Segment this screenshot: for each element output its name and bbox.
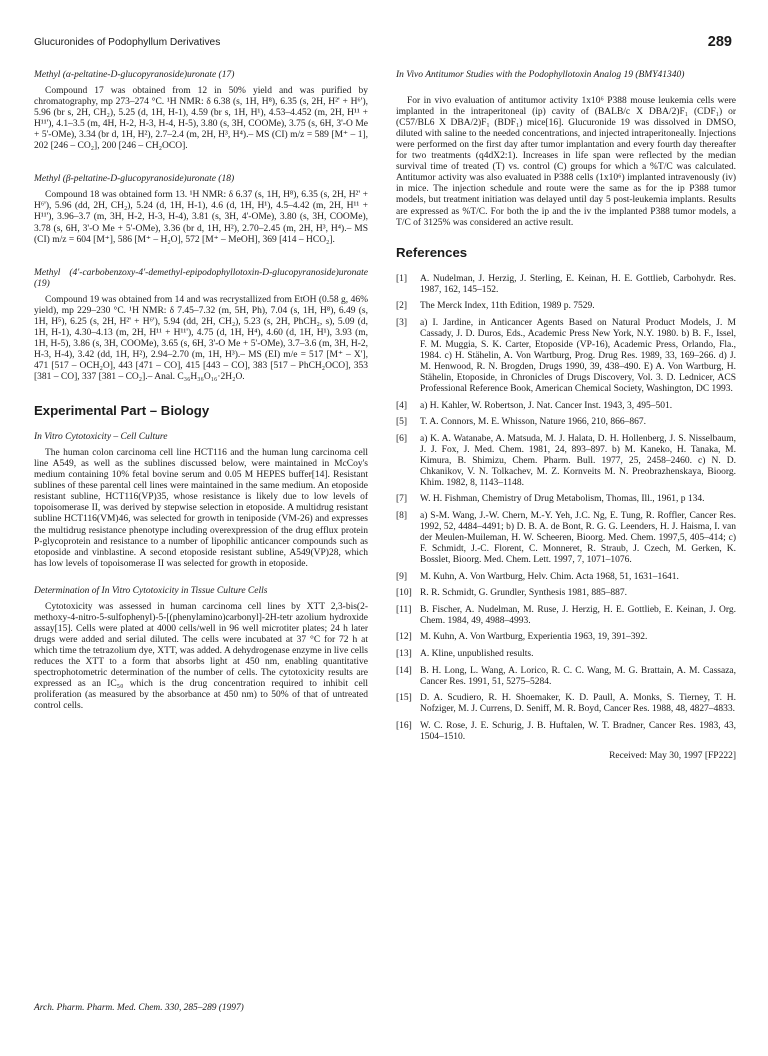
reference-text: T. A. Connors, M. E. Whisson, Nature 1966, 210, 866–867. <box>420 417 647 428</box>
reference-item <box>396 649 736 660</box>
reference-text: M. Kuhn, A. Von Wartburg, Helv. Chim. Acta 1968, 51, 1631–1641. <box>420 571 679 582</box>
reference-number: [8] <box>396 511 408 521</box>
in-vivo-text: For in vivo evaluation of antitumor activity 1x10⁶ P388 mouse leukemia cells were implanted in the intraperitoneal (ip) cavity of (BALB/c X DBA/2)F₁ (CDF₁) or (C57/BL6 X DBA/2)F₁ (BDF₁) mice[16]. Glucuronide 19 was dissolved in DMSO, diluted with saline to the needed concentrations, and injected intraperitoneally. Injections were performed on the first day after tumor implantation and every fourth day thereafter for two treatments (q4dX2:1). Increases in life span were reflected by the median survival time of treated (T) vs. control (C) groups for which a %T/C was calculated. Antitumor activity was also evaluated in P388 cells (1x10⁶) implanted intravenously (iv) in mice. The injection schedule and route were the same as for the ip P388 tumor models, but treatment initiation was delayed until day 5 post-leukemia implants. Results are expressed as %T/C. For both the ip and the iv the implanted P388 tumor models, a T/C of 3125% was considered an active result. <box>396 96 736 228</box>
reference-item <box>396 318 736 395</box>
reference-number: [2] <box>396 301 408 312</box>
reference-number: [10] <box>396 588 412 599</box>
reference-number: [6] <box>396 433 408 444</box>
reference-text: B. H. Long, L. Wang, A. Lorico, R. C. C. Wang, M. G. Brattain, A. M. Cassaza, Cancer Res. 1991, 51, 5275–5284. <box>420 665 736 687</box>
reference-text: A. Nudelman, J. Herzig, J. Sterling, E. Keinan, H. E. Gottlieb, Carbohydr. Res. 1987, 162, 145–152. <box>420 273 736 295</box>
compound-18-title: Methyl (β-peltatine-D-glucopyranoside)uronate (18) <box>34 174 235 185</box>
reference-item <box>396 666 736 688</box>
right-column <box>396 70 736 762</box>
reference-item <box>396 274 736 296</box>
left-column <box>34 70 368 712</box>
reference-item <box>396 572 736 583</box>
reference-text: a) K. A. Watanabe, A. Matsuda, M. J. Halata, D. H. Hollenberg, J. S. Nisselbaum, J. J. Fox, J. Med. Chem. 1981, 24, 893–897. b) M. Kaneko, H. Tanaka, M. Kimura, B. Shimizu, Chem. Pharm. Bull. 1977, 25, 2458–2460. c) N. D. Chkanikov, V. N. Tolkachev, M. Z. Kornveits M. N. Preobrazhenskaya, Bioorg. Khim. 1982, 8, 1143–1148. <box>420 433 736 488</box>
reference-item <box>396 721 736 743</box>
reference-text: A. Kline, unpublished results. <box>420 648 534 659</box>
reference-item <box>396 632 736 643</box>
reference-item <box>396 301 736 312</box>
in-vitro-text: The human colon carcinoma cell line HCT116 and the human lung carcinoma cell line A549, as well as the sublines discussed below, were maintained in McCoy's medium containing 10% fetal bovine serum and 0.05 M HEPES buffer[14]. Resistant sublines of these parental cell lines were maintained in the same medium. An etoposide resistant subline, HCT116(VP)35, whose resistance is likely due to low levels of topoisomerase II, was derived by stepwise selection in etoposide. A multidrug resistant subline HCT116(VM)46, was selected for growth in teniposide (VM-26) and expresses the multidrug resistance phenotype including overexpression of the drug efflux protein P-glycoprotein and resistance to a number of lipophilic anticancer compounds such as etoposide and vinblastine. A second etoposide resistant subline, A549(VP)28, which has low levels of topoisomerase II was selected for growth in etoposide. <box>34 448 368 569</box>
journal-footer: Arch. Pharm. Pharm. Med. Chem. 330, 285–289 (1997) <box>34 1003 244 1013</box>
reference-item <box>396 605 736 627</box>
received-date: Received: May 30, 1997 [FP222] <box>609 750 736 761</box>
reference-number: [16] <box>396 720 412 731</box>
reference-item <box>396 588 736 599</box>
reference-text: W. C. Rose, J. E. Schurig, J. B. Huftalen, W. T. Bradner, Cancer Res. 1983, 43, 1504–1510. <box>420 720 736 742</box>
reference-number: [12] <box>396 632 412 643</box>
running-head: Glucuronides of Podophyllum Derivatives <box>34 37 221 48</box>
reference-number: [15] <box>396 693 412 704</box>
reference-number: [14] <box>396 665 412 676</box>
in-vitro-subheading: In Vitro Cytotoxicity – Cell Culture <box>34 432 168 443</box>
biology-section-heading: Experimental Part – Biology <box>34 403 210 419</box>
reference-list <box>396 274 736 743</box>
reference-number: [7] <box>396 494 408 505</box>
compound-19-text: Compound 19 was obtained from 14 and was recrystallized from EtOH (0.58 g, 46% yield), mp 229–230 °C. ¹H NMR: δ 7.45–7.32 (m, 5H, Ph), 7.04 (s, 1H, H⁸), 6.49 (s, 1H, H⁵), 6.25 (s, 2H, H²' + H⁶'), 5.94 (dd, 2H, CH₂), 5.23 (s, 2H, PhCH₂, s), 5.09 (d, 1H, H-1), 4.30–4.13 (m, 2H, H¹¹ + H¹¹'), 4.75 (d, 1H, H⁴), 4.60 (d, 1H, H¹), 3.93 (m, 1H, H-5), 3.86 (s, 3H, COOMe), 3.65 (s, 6H, 3'-O Me + 5'-OMe), 3.7–3.6 (m, 3H, H-2, H-3, H-4), 3.42 (dd, 1H, H²), 2.94–2.70 (m, 1H, H³).– MS (EI) m/e = 517 [M⁺ – X'], 471 [517 – OCH₂O], 443 [471 – CO], 415 [443 – CO], 383 [517 – PhCH₂OCO], 353 [381 – CO], 337 [381 – CO₂].– Anal. C₃₆H₃₆O₁₆·2H₂O. <box>34 294 368 383</box>
reference-text: D. A. Scudiero, R. H. Shoemaker, K. D. Paull, A. Monks, S. Tierney, T. H. Nofziger, M. J. Currens, D. Seniff, M. R. Boyd, Cancer Res. 1988, 48, 4827–4833. <box>420 693 736 715</box>
reference-item <box>396 693 736 715</box>
reference-text: B. Fischer, A. Nudelman, M. Ruse, J. Herzig, H. E. Gottlieb, E. Keinan, J. Org. Chem. 1984, 49, 4988–4993. <box>420 604 736 626</box>
determination-text: Cytotoxicity was assessed in human carcinoma cell lines by XTT 2,3-bis(2-methoxy-4-nitro-5-sulfophenyl)-5-[(phenylamino)carbonyl]-2H-tetr azolium hydroxide assay[15]. Cells were plated at 4000 cells/well in 96 well microtiter plates; 24 h later drugs were added and serial diluted. The cells were incubated at 37 °C for 72 h at which time the tetrazolium dye, XTT, was added. A dehydrogenase enzyme in live cells reduces the XTT to a form that absorbs light at 450 nm, enabling quantitative spectrophotometric determination of the number of cells. The cytotoxicity results are expressed as an IC₅₀ which is the drug concentration required to inhibit cell proliferation (as measured by the absorbance at 450 nm) to 50% of that of untreated control cells. <box>34 601 368 712</box>
reference-text: The Merck Index, 11th Edition, 1989 p. 7529. <box>420 301 595 312</box>
reference-item <box>396 511 736 566</box>
reference-text: W. H. Fishman, Chemistry of Drug Metabolism, Thomas, Ill., 1961, p 134. <box>420 494 705 505</box>
compound-17-text: Compound 17 was obtained from 12 in 50% yield and was purified by chromatography, mp 273–274 °C. ¹H NMR: δ 6.38 (s, 1H, H⁸), 6.35 (s, 2H, H²' + H⁶'), 5.96 (br s, 2H, CH₂), 5.25 (d, 1H, H-1), 4.59 (br s, 1H, H¹), 4.53–4.452 (m, 2H, H¹¹ + H¹¹'), 4.1–3.5 (m, 4H, H-2, H-3, H-4, H-5), 3.80 (s, 3H, COOMe), 3.75 (s, 6H, 3'-O Me + 5'-OMe), 3.34 (br d, 1H, H²), 2.7–2.4 (m, 2H, H³, H⁴).– MS (CI) m/z = 589 [M⁺ – 1], 202 [246 – CO₂], 200 [246 – CH₂OCO]. <box>34 86 368 152</box>
reference-text: a) I. Jardine, in Anticancer Agents Based on Natural Product Models, J. M Cassady, J. D. Duros, Eds., Academic Press New York, N.Y. 1980. b) B. F., Issel, F. M. Muggia, S. K. Carter, Etoposide (VP-16), Academic Press, Orlando, Fla., 1984. c) H. Stähelin, A. Von Wartburg, Prog. Drug Res. 1989, 33, 169–266. d) J. M. Henwood, R. N. Brogden, Drugs 1990, 39, 438–490. E) A. Von Wartburg, H. Stähelin, Etoposide, in Chronicles of Drugs Discovery, Vol. 3. D. Lednicer, ACS Professional Reference Book, American Chemical Society, Washington, DC 1993. <box>420 317 736 395</box>
reference-text: M. Kuhn, A. Von Wartburg, Experientia 1963, 19, 391–392. <box>420 632 648 643</box>
reference-number: [9] <box>396 571 408 582</box>
compound-18-text: Compound 18 was obtained form 13. ¹H NMR: δ 6.37 (s, 1H, H⁸), 6.35 (s, 2H, H²' + H⁶'), 5.96 (dd, 2H, CH₂), 5.24 (d, 1H, H-1), 4.6 (d, 1H, H¹), 4.5–4.42 (m, 2H, H¹¹ + H¹¹'), 3.96–3.7 (m, 3H, H-2, H-3, H-4), 3.81 (s, 3H, 4'-OMe), 3.80 (s, 3H, COOMe), 3.78 (s, 6H, 3'-O Me + 5'-OMe), 3.36 (br d, 1H, H²), 2.70–2.45 (m, 2H, H³, H⁴).– MS (CI) m/z = 604 [M⁺], 586 [M⁺ – H₂O], 572 [M⁺ – MeOH], 369 [414 – HCO₂]. <box>34 190 368 245</box>
reference-number: [5] <box>396 417 408 428</box>
reference-number: [3] <box>396 317 408 328</box>
reference-number: [1] <box>396 273 408 284</box>
reference-number: [11] <box>396 604 412 615</box>
compound-17-title: Methyl (α-peltatine-D-glucopyranoside)uronate (17) <box>34 70 235 80</box>
reference-item <box>396 401 736 412</box>
reference-text: a) H. Kahler, W. Robertson, J. Nat. Cancer Inst. 1943, 3, 495–501. <box>420 400 673 411</box>
reference-text: R. R. Schmidt, G. Grundler, Synthesis 1981, 885–887. <box>420 588 628 599</box>
reference-item <box>396 494 736 505</box>
reference-text: a) S-M. Wang, J.-W. Chern, M.-Y. Yeh, J.C. Ng, E. Tung, R. Roffler, Cancer Res. 1992, 52, 4484–4491; b) D. B. A. de Bont, R. G. G. Leenders, H. J. Haisma, I. van der Meulen-Muileman, H. W. Scheeren, Bioorg. Med. Chem. 1997,5, 405–414; c) F. Schmidt, J.-C. Florent, C. Monneret, R. Straub, J. Czech, M. Gerken, K. Bosslet, Bioorg. Med. Chem. Lett. 1997, 7, 1071–1076. <box>420 511 736 566</box>
determination-subheading: Determination of In Vitro Cytotoxicity in Tissue Culture Cells <box>34 585 268 596</box>
reference-number: [13] <box>396 648 412 659</box>
page-number: 289 <box>707 34 732 50</box>
reference-item <box>396 417 736 428</box>
in-vivo-subheading: In Vivo Antitumor Studies with the Podophyllotoxin Analog 19 (BMY41340) <box>396 70 685 80</box>
references-heading: References <box>396 244 468 260</box>
reference-item <box>396 434 736 489</box>
compound-19-title: Methyl (4'-carbobenzoxy-4'-demethyl-epipodophyllotoxin-D-glucopyranoside)uronate (19) <box>34 267 368 289</box>
reference-number: [4] <box>396 400 408 411</box>
